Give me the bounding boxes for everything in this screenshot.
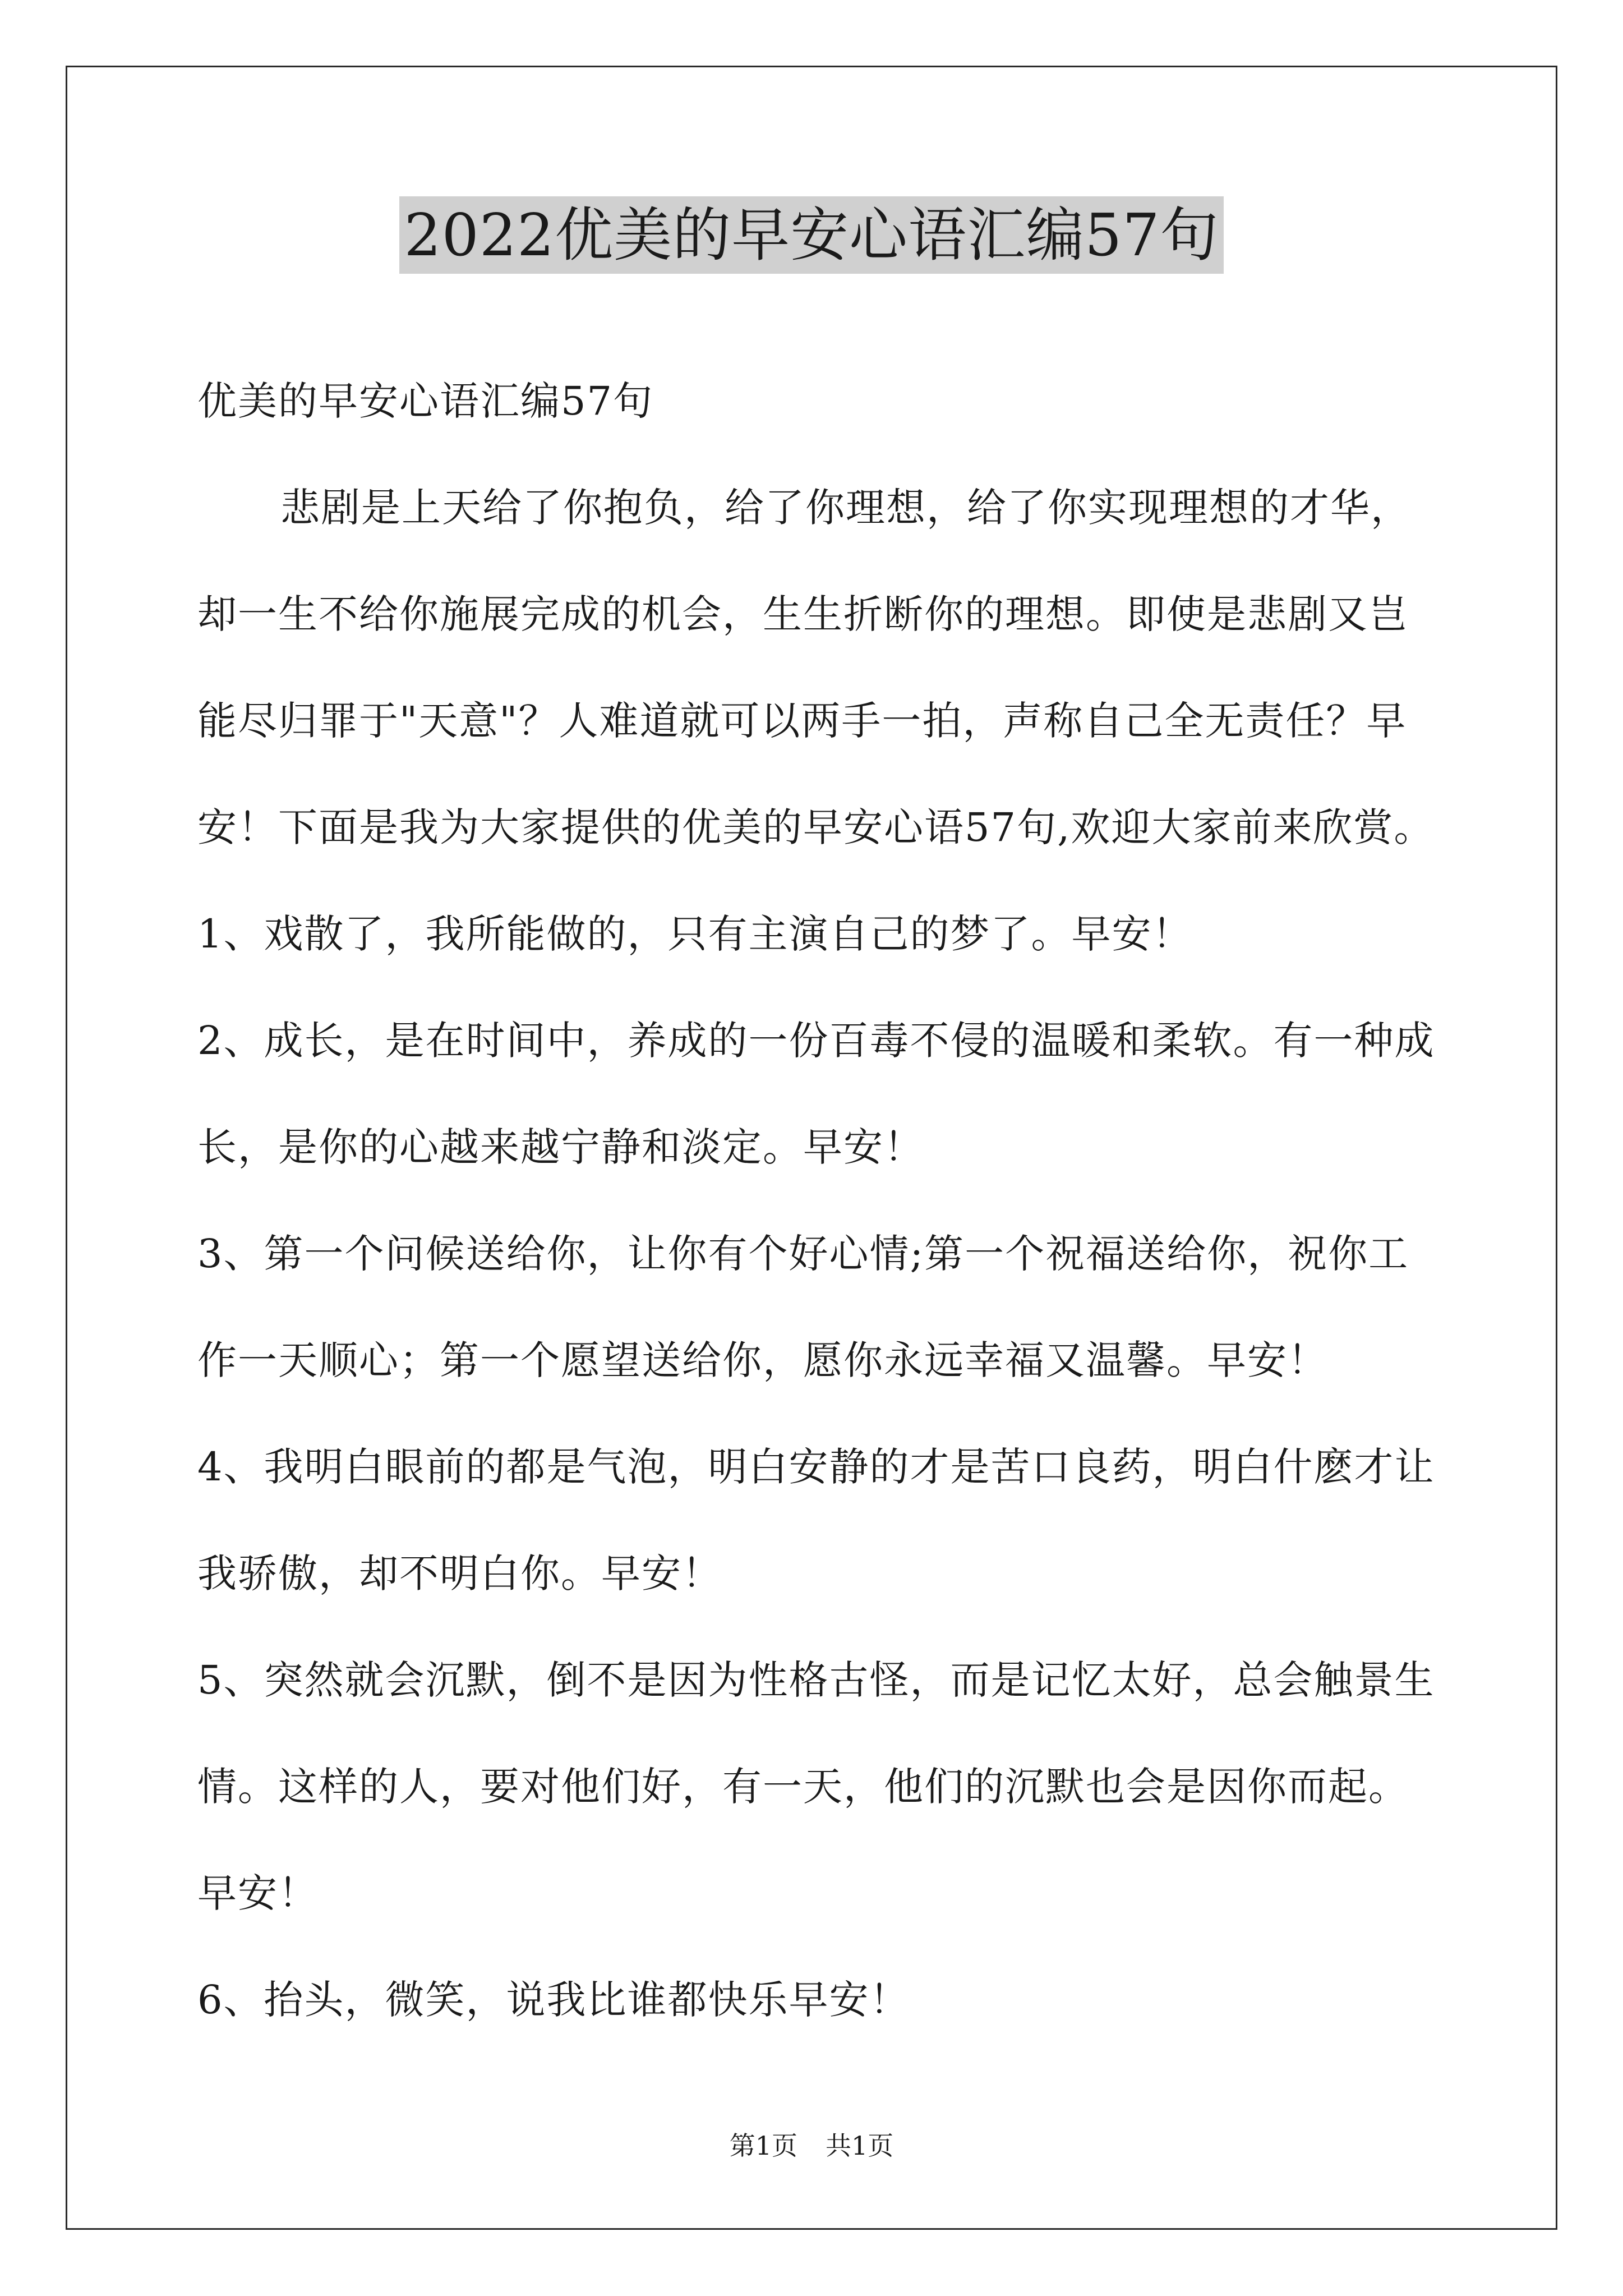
body-line: 我骄傲，却不明白你。早安！ [197,1550,722,1596]
body-line: 3、第一个问候送给你，让你有个好心情;第一个祝福送给你，祝你工 [197,1231,1409,1277]
document-body [197,348,1437,2053]
document-title: 2022优美的早安心语汇编57句 [399,196,1223,274]
body-line: 1、戏散了，我所能做的，只有主演自己的梦了。早安！ [197,911,1193,957]
body-line: 却一生不给你施展完成的机会，生生折断你的理想。即使是悲剧又岂 [197,591,1409,637]
body-line: 作一天顺心；第一个愿望送给你，愿你永远幸福又温馨。早安！ [197,1337,1328,1383]
body-line: 2、成长，是在时间中，养成的一份百毒不侵的温暖和柔软。有一种成 [197,1018,1435,1064]
body-line: 情。这样的人，要对他们好，有一天，他们的沉默也会是因你而起。 [197,1764,1409,1810]
subtitle-line: 优美的早安心语汇编57句 [197,378,654,424]
body-line: 早安！ [197,1870,319,1916]
page-number: 第1页 [729,2131,797,2161]
body-line: 能尽归罪于"天意"？人难道就可以两手一拍，声称自己全无责任？早 [197,698,1407,744]
body-line: 5、突然就会沉默，倒不是因为性格古怪，而是记忆太好，总会触景生 [197,1657,1435,1703]
page-footer [0,2129,1623,2162]
body-line: 4、我明白眼前的都是气泡，明白安静的才是苦口良药，明白什麽才让 [197,1444,1435,1490]
body-line: 6、抬头，微笑，说我比谁都快乐早安！ [197,1977,910,2023]
body-line: 安！下面是我为大家提供的优美的早安心语57句,欢迎大家前来欣赏。 [197,804,1435,850]
body-line: 悲剧是上天给了你抱负，给了你理想，给了你实现理想的才华， [280,485,1411,531]
page-total: 共1页 [826,2131,894,2161]
body-line: 长，是你的心越来越宁静和淡定。早安！ [197,1124,924,1170]
title-container [0,196,1623,274]
